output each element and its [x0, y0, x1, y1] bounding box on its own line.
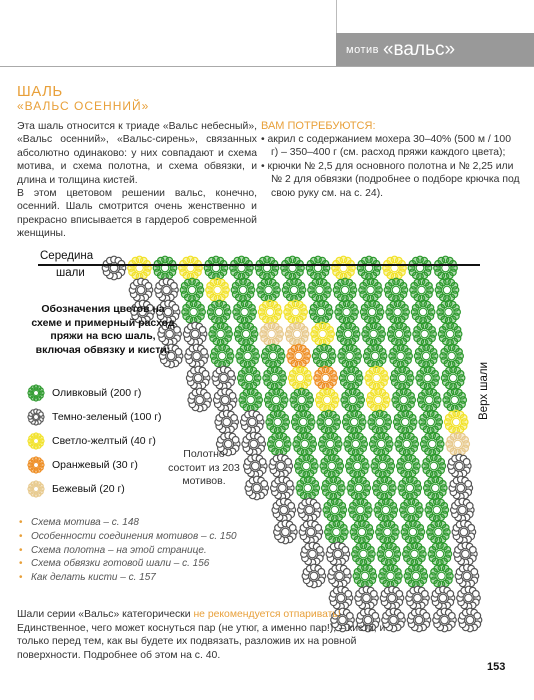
- diagram-motif: [271, 476, 295, 500]
- diagram-motif: [325, 520, 349, 544]
- diagram-motif: [308, 278, 332, 302]
- diagram-motif: [407, 608, 431, 632]
- diagram-motif: [398, 476, 422, 500]
- diagram-motif: [458, 608, 482, 632]
- diagram-motif: [311, 322, 335, 346]
- diagram-motif: [210, 344, 234, 368]
- top-label: Верх шали: [478, 361, 490, 420]
- diagram-motif: [302, 564, 326, 588]
- legend-swatch-icon: [26, 383, 46, 403]
- diagram-motif: [129, 278, 153, 302]
- diagram-motif: [185, 344, 209, 368]
- diagram-motif: [380, 586, 404, 610]
- reference-item: • Схема обвязки готовой шали – с. 156: [19, 558, 210, 570]
- diagram-motif: [449, 476, 473, 500]
- diagram-motif: [433, 608, 457, 632]
- reference-item: • Схема полотна – на этой странице.: [19, 544, 207, 556]
- diagram-motif: [341, 388, 365, 412]
- legend-motif: [28, 433, 44, 449]
- diagram-motif: [366, 388, 390, 412]
- diagram-motif: [209, 322, 233, 346]
- intro-paragraph-1: Эта шаль относится к триаде «Вальс небесный», «Вальс осенний», «Вальс-сирень», связанных абсолютно одинаково: у них совпадают и схема мотива, и схема полотна, и схема обвязки, и длина и толщина кистей.: [17, 121, 257, 186]
- diagram-motif: [424, 476, 448, 500]
- legend-item: [26, 480, 125, 498]
- legend-label: Темно-зеленый (100 г): [52, 411, 162, 423]
- diagram-motif: [301, 542, 325, 566]
- section-title: «вальс»: [382, 38, 456, 60]
- diagram-motif: [306, 256, 330, 280]
- diagram-motif: [291, 410, 315, 434]
- diagram-motif: [379, 564, 403, 588]
- diagram-motif: [282, 278, 306, 302]
- legend-swatch-icon: [26, 407, 46, 427]
- diagram-motif: [128, 256, 152, 280]
- materials-item: • акрил с содержанием мохера 30–40% (500 м / 100 г) – 350–400 г (см. расход пряжи каждого цвета);: [261, 134, 511, 159]
- diagram-motif: [281, 256, 305, 280]
- diagram-motif: [347, 476, 371, 500]
- diagram-motif: [353, 564, 377, 588]
- diagram-motif: [395, 432, 419, 456]
- diagram-motif: [236, 344, 260, 368]
- diagram-motif: [434, 256, 458, 280]
- references-list: [17, 516, 237, 585]
- diagram-motif: [230, 256, 254, 280]
- diagram-motif: [452, 520, 476, 544]
- diagram-motif: [296, 476, 320, 500]
- legend-swatch-icon: [26, 455, 46, 475]
- diagram-motif: [266, 410, 290, 434]
- diagram-motif: [413, 322, 437, 346]
- diagram-motif: [284, 300, 308, 324]
- diagram-motif: [179, 256, 203, 280]
- diagram-motif: [244, 454, 268, 478]
- diagram-motif: [155, 278, 179, 302]
- diagram-motif: [335, 300, 359, 324]
- diagram-motif: [260, 322, 284, 346]
- legend-label: Оранжевый (30 г): [52, 459, 138, 471]
- diagram-motif: [365, 366, 389, 390]
- diagram-motif: [272, 498, 296, 522]
- diagram-motif: [336, 322, 360, 346]
- diagram-motif: [408, 256, 432, 280]
- diagram-motif: [204, 256, 228, 280]
- legend-label: Светло-желтый (40 г): [52, 435, 156, 447]
- diagram-motif: [180, 278, 204, 302]
- diagram-motif: [420, 432, 444, 456]
- diagram-motif: [234, 322, 258, 346]
- legend-motif: [28, 409, 44, 425]
- diagram-motif: [403, 542, 427, 566]
- diagram-motif: [410, 278, 434, 302]
- diagram-motif: [430, 564, 454, 588]
- diagram-motif: [404, 564, 428, 588]
- care-warning: не рекомендуется отпаривать!: [193, 609, 341, 620]
- diagram-motif: [360, 300, 384, 324]
- diagram-motif: [237, 366, 261, 390]
- diagram-motif: [376, 520, 400, 544]
- diagram-motif: [242, 432, 266, 456]
- intro-paragraph-2: В этом цветовом решении вальс, конечно, осенний. Шаль смотрится очень женственно и прекрасно вписывается в гардероб современной женщины.: [17, 188, 257, 240]
- diagram-motif: [293, 432, 317, 456]
- diagram-motif: [374, 498, 398, 522]
- diagram-motif: [350, 520, 374, 544]
- diagram-motif: [393, 410, 417, 434]
- legend-swatch-icon: [26, 431, 46, 451]
- diagram-motif: [274, 520, 298, 544]
- diagram-motif: [207, 300, 231, 324]
- legend-label: Бежевый (20 г): [52, 483, 125, 495]
- diagram-motif: [257, 278, 281, 302]
- diagram-motif: [400, 498, 424, 522]
- diagram-motif: [435, 278, 459, 302]
- legend-title: Обозначения цветов на схеме и примерный расход пряжи на всю шаль, включая обвязку и кисти:: [31, 303, 175, 356]
- diagram-motif: [448, 454, 472, 478]
- diagram-motif: [422, 454, 446, 478]
- diagram-motif: [295, 454, 319, 478]
- diagram-motif: [264, 388, 288, 412]
- diagram-motif: [212, 366, 236, 390]
- diagram-motif: [444, 410, 468, 434]
- diagram-motif: [245, 476, 269, 500]
- diagram-motif: [414, 344, 438, 368]
- diagram-motif: [390, 366, 414, 390]
- diagram-motif: [258, 300, 282, 324]
- diagram-motif: [240, 410, 264, 434]
- diagram-motif: [401, 520, 425, 544]
- diagram-motif: [299, 520, 323, 544]
- middle-label-line1: Середина: [40, 250, 94, 262]
- legend-item: [26, 408, 162, 426]
- diagram-motif: [231, 278, 255, 302]
- diagram-motif: [457, 586, 481, 610]
- diagram-motif: [320, 454, 344, 478]
- diagram-motif: [440, 344, 464, 368]
- diagram-motif: [153, 256, 177, 280]
- diagram-motif: [373, 476, 397, 500]
- diagram-motif: [386, 300, 410, 324]
- diagram-motif: [333, 278, 357, 302]
- diagram-motif: [384, 278, 408, 302]
- diagram-motif: [312, 344, 336, 368]
- diagram-motif: [317, 410, 341, 434]
- diagram-motif: [309, 300, 333, 324]
- diagram-motif: [288, 366, 312, 390]
- diagram-motif: [183, 322, 207, 346]
- motif-count-note: Полотно состоит из 203 мотивов.: [168, 448, 240, 487]
- diagram-motif: [314, 366, 338, 390]
- diagram-motif: [188, 388, 212, 412]
- diagram-motif: [290, 388, 314, 412]
- legend-motif: [28, 457, 44, 473]
- legend-item: [26, 384, 141, 402]
- diagram-motif: [329, 586, 353, 610]
- diagram-motif: [298, 498, 322, 522]
- section-prefix: мотив: [346, 43, 379, 56]
- diagram-motif: [287, 344, 311, 368]
- legend-item: [26, 456, 138, 474]
- diagram-motif: [323, 498, 347, 522]
- diagram-motif: [455, 564, 479, 588]
- diagram-motif: [186, 366, 210, 390]
- page-number: 153: [487, 661, 506, 673]
- diagram-motif: [389, 344, 413, 368]
- diagram-motif: [369, 432, 393, 456]
- article-title: ШАЛЬ: [17, 83, 63, 100]
- diagram-motif: [383, 256, 407, 280]
- diagram-motif: [263, 366, 287, 390]
- middle-label-line2: шали: [56, 267, 85, 279]
- diagram-motif: [352, 542, 376, 566]
- diagram-motif: [315, 388, 339, 412]
- materials-item: • крючки № 2,5 для основного полотна и № 2,25 или № 2 для обвязки (подробнее о подборе крючка под свою руку см. на с. 24).: [261, 160, 520, 199]
- diagram-motif: [451, 498, 475, 522]
- diagram-motif: [441, 366, 465, 390]
- diagram-motif: [438, 322, 462, 346]
- reference-item: • Особенности соединения мотивов – с. 150: [19, 530, 237, 542]
- diagram-motif: [437, 300, 461, 324]
- care-note-rest: Единственное, чего может коснуться пар (не утюг, а именно пар!), – кисти, и только перед тем, как вы будете их подвязать, разложив их на ровной поверхности. Подробнее об этом на с. 40.: [17, 622, 386, 661]
- diagram-motif: [342, 410, 366, 434]
- diagram-motif: [355, 586, 379, 610]
- diagram-motif: [427, 520, 451, 544]
- diagram-motif: [338, 344, 362, 368]
- diagram-motif: [359, 278, 383, 302]
- diagram-motif: [387, 322, 411, 346]
- middle-line: [38, 264, 480, 266]
- legend-item: [26, 432, 156, 450]
- reference-item: • Как делать кисти – с. 157: [19, 572, 156, 584]
- diagram-motif: [318, 432, 342, 456]
- diagram-motif: [326, 542, 350, 566]
- diagram-motif: [406, 586, 430, 610]
- diagram-motif: [349, 498, 373, 522]
- materials-heading: ВАМ ПОТРЕБУЮТСЯ:: [261, 120, 376, 132]
- care-note-lead: Шали серии «Вальс» категорически: [17, 609, 194, 620]
- diagram-motif: [267, 432, 291, 456]
- legend-swatch-icon: [26, 479, 46, 499]
- diagram-motif: [233, 300, 257, 324]
- diagram-motif: [255, 256, 279, 280]
- diagram-motif: [206, 278, 230, 302]
- diagram-motif: [215, 410, 239, 434]
- diagram-motif: [285, 322, 309, 346]
- diagram-motif: [344, 432, 368, 456]
- legend-motif: [28, 481, 44, 497]
- diagram-motif: [182, 300, 206, 324]
- care-note: [17, 608, 397, 662]
- diagram-motif: [377, 542, 401, 566]
- diagram-motif: [346, 454, 370, 478]
- diagram-motif: [428, 542, 452, 566]
- diagram-motif: [371, 454, 395, 478]
- legend-label: Оливковый (200 г): [52, 387, 142, 399]
- diagram-motif: [419, 410, 443, 434]
- diagram-motif: [328, 564, 352, 588]
- diagram-motif: [213, 388, 237, 412]
- diagram-motif: [332, 256, 356, 280]
- diagram-motif: [397, 454, 421, 478]
- diagram-motif: [362, 322, 386, 346]
- diagram-motif: [239, 388, 263, 412]
- diagram-motif: [431, 586, 455, 610]
- diagram-motif: [417, 388, 441, 412]
- diagram-motif: [454, 542, 478, 566]
- diagram-motif: [102, 256, 126, 280]
- diagram-motif: [363, 344, 387, 368]
- diagram-motif: [446, 432, 470, 456]
- diagram-motif: [357, 256, 381, 280]
- reference-item: • Схема мотива – с. 148: [19, 517, 139, 528]
- diagram-motif: [269, 454, 293, 478]
- article-subtitle: «ВАЛЬС ОСЕННИЙ»: [17, 99, 150, 113]
- legend-motif: [28, 385, 44, 401]
- diagram-motif: [392, 388, 416, 412]
- diagram-motif: [322, 476, 346, 500]
- diagram-motif: [411, 300, 435, 324]
- diagram-motif: [368, 410, 392, 434]
- diagram-motif: [416, 366, 440, 390]
- diagram-motif: [339, 366, 363, 390]
- diagram-motif: [443, 388, 467, 412]
- diagram-motif: [425, 498, 449, 522]
- diagram-motif: [261, 344, 285, 368]
